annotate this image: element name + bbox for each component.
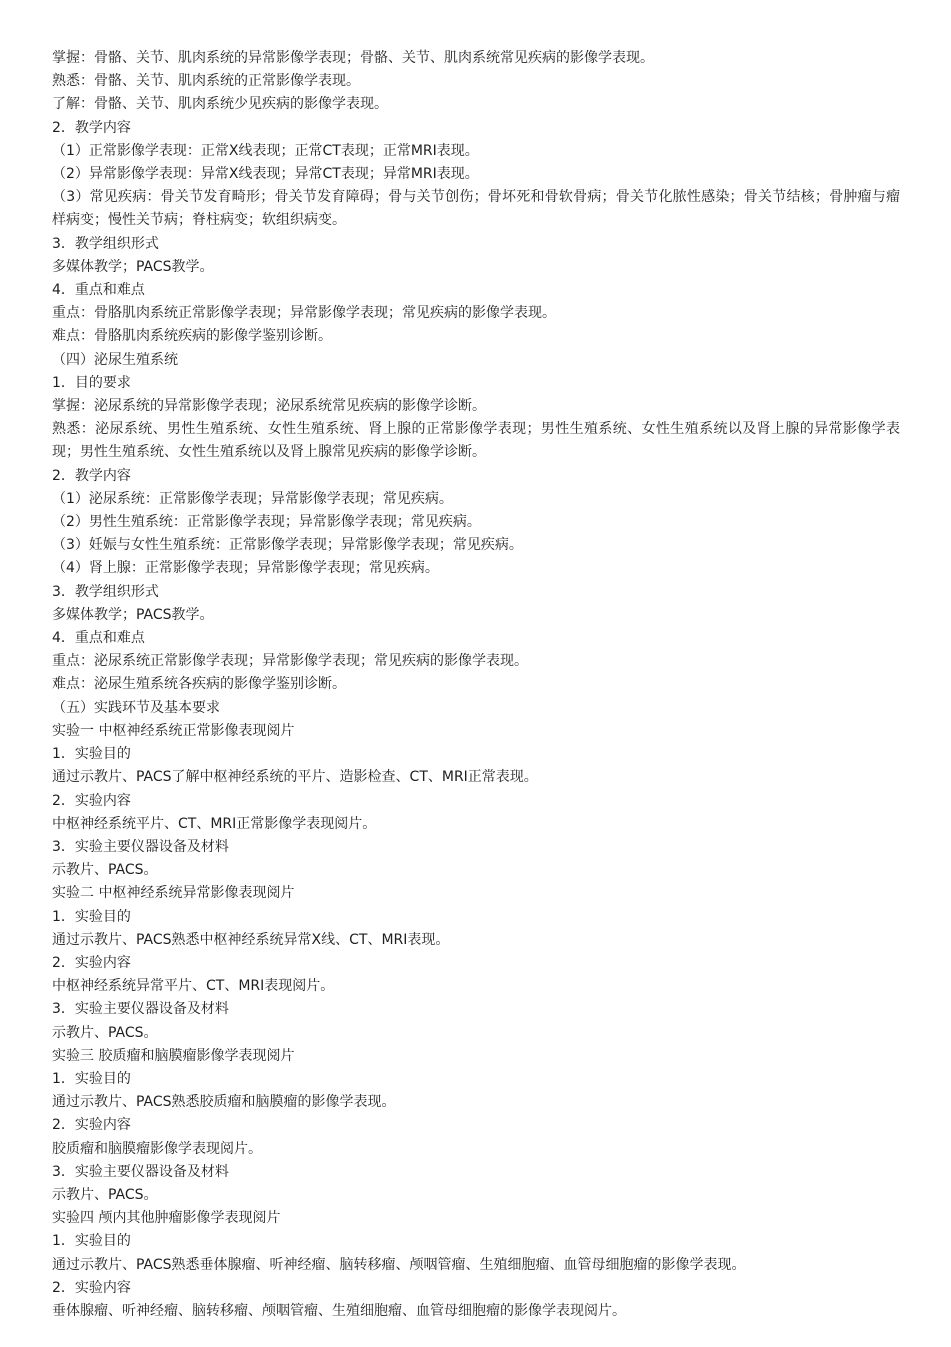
section-heading: 3．教学组织形式 xyxy=(52,235,159,252)
text-paragraph: 熟悉：泌尿系统、男性生殖系统、女性生殖系统、肾上腺的正常影像学表现；男性生殖系统、女性生殖系统以及肾上腺的异常影像学表现；男性生殖系统、女性生殖系统以及肾上腺常见疾病的影像学诊断。 xyxy=(52,421,900,461)
section-heading: 1．实验目的 xyxy=(52,746,131,763)
section-heading: 2．实验内容 xyxy=(52,1279,131,1296)
text-line: （1）正常影像学表现：正常X线表现；正常CT表现；正常MRI表现。 xyxy=(52,142,479,159)
document-page xyxy=(52,47,900,1323)
text-line: 通过示教片、PACS熟悉垂体腺瘤、听神经瘤、脑转移瘤、颅咽管瘤、生殖细胞瘤、血管母细胞瘤的影像学表现。 xyxy=(52,1256,746,1273)
section-heading: 2．实验内容 xyxy=(52,1117,131,1134)
text-line: 垂体腺瘤、听神经瘤、脑转移瘤、颅咽管瘤、生殖细胞瘤、血管母细胞瘤的影像学表现阅片。 xyxy=(52,1302,626,1319)
experiment-title: 实验二 中枢神经系统异常影像表现阅片 xyxy=(52,885,295,902)
chapter-heading: （四）泌尿生殖系统 xyxy=(52,351,178,368)
section-heading: 2．实验内容 xyxy=(52,954,131,971)
section-heading: 1．实验目的 xyxy=(52,1233,131,1250)
text-line: 熟悉：骨骼、关节、肌肉系统的正常影像学表现。 xyxy=(52,73,360,90)
text-line: （2）男性生殖系统：正常影像学表现；异常影像学表现；常见疾病。 xyxy=(52,514,481,531)
text-line: 通过示教片、PACS熟悉胶质瘤和脑膜瘤的影像学表现。 xyxy=(52,1094,396,1111)
text-line: 通过示教片、PACS了解中枢神经系统的平片、造影检查、CT、MRI正常表现。 xyxy=(52,769,538,786)
chapter-heading: （五）实践环节及基本要求 xyxy=(52,699,220,716)
text-line: （3）妊娠与女性生殖系统：正常影像学表现；异常影像学表现；常见疾病。 xyxy=(52,537,523,554)
text-line: （4）肾上腺：正常影像学表现；异常影像学表现；常见疾病。 xyxy=(52,560,439,577)
text-line: 多媒体教学；PACS教学。 xyxy=(52,258,214,275)
text-line: 重点：泌尿系统正常影像学表现；异常影像学表现；常见疾病的影像学表现。 xyxy=(52,653,528,670)
text-line: 胶质瘤和脑膜瘤影像学表现阅片。 xyxy=(52,1140,262,1157)
text-line: 难点：泌尿生殖系统各疾病的影像学鉴别诊断。 xyxy=(52,676,346,693)
text-paragraph: （3）常见疾病：骨关节发育畸形；骨关节发育障碍；骨与关节创伤；骨坏死和骨软骨病；骨关节化脓性感染；骨关节结核；骨肿瘤与瘤样病变；慢性关节病；脊柱病变；软组织病变。 xyxy=(52,189,900,229)
text-line: 重点：骨胳肌肉系统正常影像学表现；异常影像学表现；常见疾病的影像学表现。 xyxy=(52,305,556,322)
section-heading: 4．重点和难点 xyxy=(52,630,145,647)
text-line: （2）异常影像学表现：异常X线表现；异常CT表现；异常MRI表现。 xyxy=(52,166,479,183)
text-line: 掌握：泌尿系统的异常影像学表现；泌尿系统常见疾病的影像学诊断。 xyxy=(52,398,486,415)
text-line: 难点：骨胳肌肉系统疾病的影像学鉴别诊断。 xyxy=(52,328,332,345)
text-line: 示教片、PACS。 xyxy=(52,1186,158,1203)
section-heading: 3．教学组织形式 xyxy=(52,583,159,600)
text-line: 中枢神经系统异常平片、CT、MRI表现阅片。 xyxy=(52,978,335,995)
section-heading: 2．教学内容 xyxy=(52,119,131,136)
section-heading: 3．实验主要仪器设备及材料 xyxy=(52,1001,229,1018)
section-heading: 3．实验主要仪器设备及材料 xyxy=(52,838,229,855)
text-line: 示教片、PACS。 xyxy=(52,862,158,879)
experiment-title: 实验一 中枢神经系统正常影像表现阅片 xyxy=(52,722,295,739)
text-line: 中枢神经系统平片、CT、MRI正常影像学表现阅片。 xyxy=(52,815,377,832)
section-heading: 4．重点和难点 xyxy=(52,282,145,299)
section-heading: 1．实验目的 xyxy=(52,908,131,925)
text-line: 示教片、PACS。 xyxy=(52,1024,158,1041)
experiment-title: 实验四 颅内其他肿瘤影像学表现阅片 xyxy=(52,1210,281,1227)
text-line: 多媒体教学；PACS教学。 xyxy=(52,606,214,623)
text-line: 掌握：骨骼、关节、肌肉系统的异常影像学表现；骨骼、关节、肌肉系统常见疾病的影像学表现。 xyxy=(52,50,654,66)
section-heading: 3．实验主要仪器设备及材料 xyxy=(52,1163,229,1180)
section-heading: 1．目的要求 xyxy=(52,374,131,391)
text-line: 通过示教片、PACS熟悉中枢神经系统异常X线、CT、MRI表现。 xyxy=(52,931,450,948)
experiment-title: 实验三 胶质瘤和脑膜瘤影像学表现阅片 xyxy=(52,1047,295,1064)
text-line: 了解：骨骼、关节、肌肉系统少见疾病的影像学表现。 xyxy=(52,96,388,113)
section-heading: 1．实验目的 xyxy=(52,1070,131,1087)
text-line: （1）泌尿系统：正常影像学表现；异常影像学表现；常见疾病。 xyxy=(52,490,453,507)
section-heading: 2．实验内容 xyxy=(52,792,131,809)
section-heading: 2．教学内容 xyxy=(52,467,131,484)
